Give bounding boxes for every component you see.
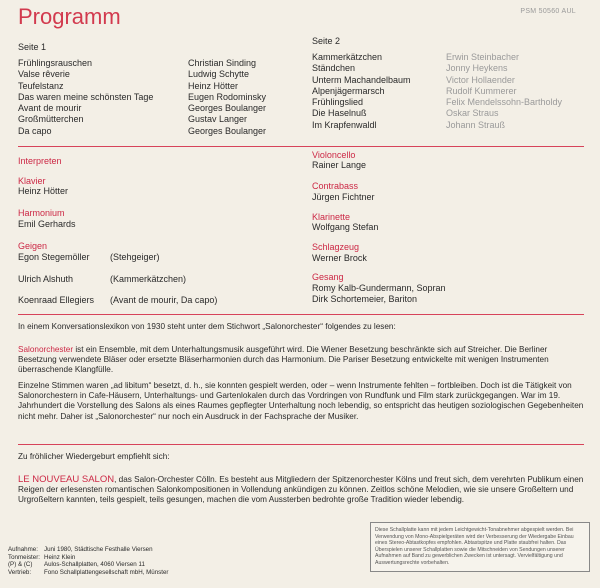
performer-note: (Kammerkätzchen)	[110, 274, 187, 284]
side2-label: Seite 2	[312, 36, 341, 46]
instrument-label: Geigen	[18, 241, 48, 251]
page-title: Programm	[18, 4, 121, 29]
performer-name: Ulrich Alshuth	[18, 274, 74, 284]
track-title: Frühlingsrauschen	[18, 58, 93, 68]
instrument-label: Gesang	[312, 272, 344, 282]
playback-notice-box: Diese Schallplatte kann mit jedem Leichtgewicht-Tonabnehmer abgespielt werden. Bei Verwendung von Mono-Abspielgeräten wird der Verbesserung der Wiedergabe Einbau eines Stereo-Abtastkopfes empfohlen. Abtastspitze und Platte staubfrei halten. Das Überspielen unserer Schallplatten sowie die Mitschneiden von Sendungen unserer Aufnahmen auf Band zu gewerblichen Zwecken ist untersagt. Vervielfältigung und Auswertungsrechte vorbehalten.	[370, 522, 590, 572]
composer: Heinz Hötter	[188, 80, 239, 91]
credit-label: Aufnahme:	[8, 546, 38, 553]
ensemble-name: LE NOUVEAU SALON	[18, 474, 115, 485]
track-title: Avant de mourir	[18, 103, 82, 114]
performer-name: Jürgen Fichtner	[312, 192, 375, 202]
paragraph-text: , das Salon-Orchester Cölln. Es besteht aus Mitgliedern der Spitzenorchester Kölns und freut sich, dem verehrten Publikum einen Reigen der erlesensten romantischen Salonkompositionen in Vollendung ankündigen zu können. Zeitlos schöne Melodien, wie sie unsere Großeltern und Urgroßeltern kannten, teils gespielt, teils gesungen, machen die vom Aussterben bedrohte große Tradition wieder lebendig.	[18, 475, 584, 505]
composer: Ludwig Schytte	[188, 69, 250, 80]
credit-label: (P) & (C)	[8, 561, 33, 569]
credit-value: Fono Schallplattengesellschaft mbH, Münster	[43, 568, 169, 576]
performer-name: Rainer Lange	[312, 160, 367, 170]
recommend-line: Zu fröhlicher Wiedergeburt empfiehlt sich:	[18, 452, 170, 461]
composer: Felix Mendelssohn-Bartholdy	[446, 97, 563, 108]
composer: Oskar Straus	[446, 108, 499, 119]
credit-row	[8, 546, 172, 554]
composer: Georges Boulanger	[188, 103, 267, 114]
instrument-label: Klarinette	[312, 212, 351, 222]
credit-value: Aulos-Schallplatten, 4060 Viersen 11	[43, 561, 145, 569]
track-title: Die Haselnuß	[312, 108, 367, 119]
side1-composers	[188, 58, 266, 137]
track-title: Frühlingslied	[312, 97, 364, 108]
track-title: Unterm Machandelbaum	[312, 74, 411, 85]
performer-note: (Stehgeiger)	[110, 252, 160, 262]
divider	[18, 314, 584, 315]
composer: Johann Strauß	[446, 119, 506, 130]
track-title: Teufelstanz	[18, 80, 64, 91]
credit-label: Tonmeister:	[8, 553, 40, 561]
ensemble-paragraph	[18, 475, 584, 506]
instrument-label: Violoncello	[312, 150, 356, 160]
performer-name: Emil Gerhards	[18, 219, 76, 229]
track-title: Im Krapfenwaldl	[312, 119, 377, 130]
performers-heading: Interpreten	[18, 156, 62, 166]
catalog-number: PSM 50560 AUL	[520, 8, 576, 15]
divider	[18, 146, 584, 147]
performer-note: (Avant de mourir, Da capo)	[110, 295, 218, 305]
side2-composers	[446, 52, 562, 131]
credit-row	[8, 554, 172, 562]
credit-value: Juni 1980, Städtische Festhalle Viersen	[43, 546, 153, 553]
performer-name: Wolfgang Stefan	[312, 222, 379, 232]
definition-paragraph	[18, 345, 584, 376]
instrument-label: Schlagzeug	[312, 242, 360, 252]
track-title: Ständchen	[312, 63, 356, 74]
composer: Georges Boulanger	[188, 125, 267, 136]
performer-name: Koenraad Ellegiers	[18, 295, 95, 305]
track-title: Großmütterchen	[18, 114, 84, 125]
composer: Erwin Steinbacher	[446, 52, 520, 62]
intro-paragraph: In einem Konversationslexikon von 1930 steht unter dem Stichwort „Salonorchester“ folgendes zu lesen:	[18, 322, 396, 331]
side2-titles	[312, 52, 411, 131]
composer: Gustav Langer	[188, 114, 248, 125]
track-title: Alpenjägermarsch	[312, 85, 385, 96]
composer: Jonny Heykens	[446, 63, 508, 74]
performer-name: Werner Brock	[312, 253, 367, 263]
instrument-label: Klavier	[18, 176, 46, 186]
composer: Eugen Rodominsky	[188, 91, 267, 102]
performer-name: Romy Kalb-Gundermann, Sopran	[312, 283, 446, 293]
composer: Rudolf Kummerer	[446, 85, 517, 96]
composer: Christian Sinding	[188, 58, 257, 68]
instrument-label: Harmonium	[18, 208, 65, 218]
credit-row	[8, 561, 172, 569]
paragraph-text: ist ein Ensemble, mit dem Unterhaltungsmusik ausgeführt wird. Die Wiener Besetzung beschränkte sich auf Streicher. Die Berliner Besetzung verwendete Bläser oder ersetzte Bläserharmonien durch das Harmonium. Die Pariser Besetzung entwickelte mit wenigen Instrumenten überraschende Klangfülle.	[18, 345, 549, 375]
composer: Victor Hollaender	[446, 74, 515, 85]
performer-name: Egon Stegemöller	[18, 252, 90, 262]
credit-value: Heinz Klein	[43, 553, 76, 561]
track-title: Kammerkätzchen	[312, 52, 383, 62]
track-title: Da capo	[18, 125, 52, 136]
term: Salonorchester	[18, 345, 74, 354]
side1-label: Seite 1	[18, 42, 47, 52]
credit-label: Vertrieb:	[8, 568, 32, 576]
divider	[18, 444, 584, 445]
track-title: Valse rêverie	[18, 69, 70, 80]
instrument-label: Contrabass	[312, 181, 359, 191]
credit-row	[8, 569, 172, 577]
credits-table	[8, 546, 172, 576]
performer-name: Heinz Hötter	[18, 186, 69, 196]
history-paragraph: Einzelne Stimmen waren „ad libitum“ besetzt, d. h., sie konnten gespielt werden, oder – wenn Instrumente fehlten – fortbleiben. Doch ist die Tätigkeit von Salonorchestern in Cafe-Häusern, Unterhaltungs- und Gartenlokalen durch das Vordringen von Rundfunk und Film stark zurückgegangen. War im 19. Jahrhundert die Vorstellung des Salons als eines Raumes gepflegter Unterhaltung noch lebendig, so entspricht das heutigen soziologischen Gegebenheiten nicht mehr. Daher ist „Salonorchester“ nur noch ein Ausdruck in der Fachsprache der Musiker.	[18, 381, 584, 421]
performer-name: Dirk Schortemeier, Bariton	[312, 294, 418, 304]
track-title: Das waren meine schönsten Tage	[18, 91, 154, 102]
side1-titles	[18, 58, 153, 137]
